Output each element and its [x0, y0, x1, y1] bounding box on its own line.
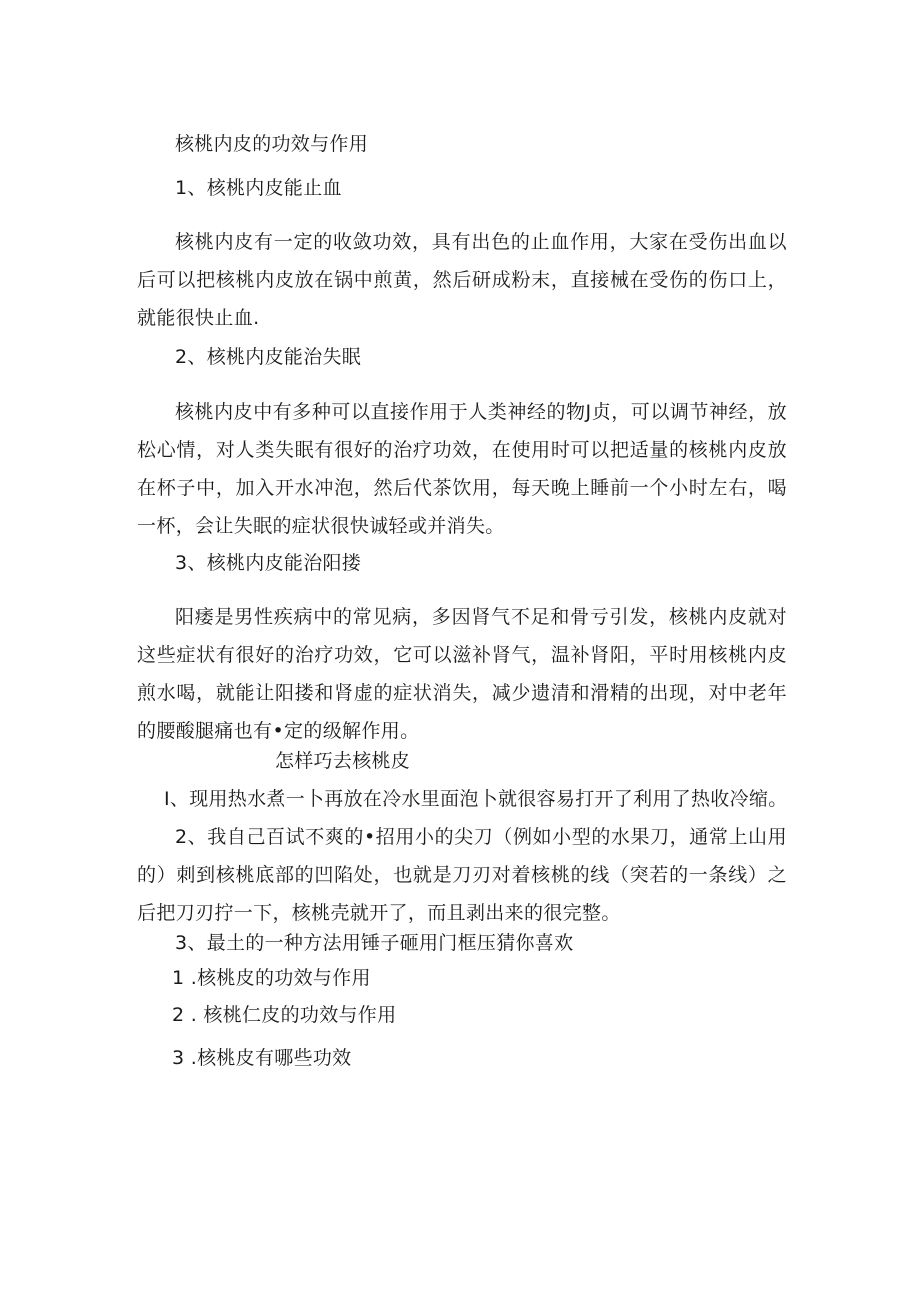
- peel-method-3: 3、最土的一种方法用锤子砸用门框压猜你喜欢: [175, 932, 574, 954]
- section-body-stop-bleeding: 核桃内皮有一定的收敛功效，具有出色的止血作用，大家在受伤出血以后可以把核桃内皮放在锅中煎黄，然后研成粉末，直接械在受伤的伤口上，就能很快止血.: [137, 231, 787, 329]
- section-heading-yang: 3、核桃内皮能治阳搂: [175, 552, 362, 574]
- related-link-2[interactable]: 2 . 核桃仁皮的功效与作用: [172, 1004, 397, 1026]
- peel-method-2: 2、我自己百试不爽的•招用小的尖刀（例如小型的水果刀，通常上山用的）刺到核桃底部的凹陷处，也就是刀刃对着核桃的线（突若的一条线）之后把刀刃拧一下，核桃壳就开了，而且剥出来的很完整。: [137, 826, 787, 924]
- related-link-1[interactable]: 1 .核桃皮的功效与作用: [172, 967, 371, 989]
- peel-method-1: I、现用热水煮一卜再放在冷水里面泡卜就很容易打开了利用了热收冷缩。: [164, 788, 788, 810]
- section-body-yang: 阳痿是男性疾病中的常见病，多因肾气不足和骨亏引发，核桃内皮就对这些症状有很好的治疗功效，它可以滋补肾气，温补肾阳，平时用核桃内皮煎水喝，就能让阳搂和肾虚的症状消失，减少遗清和滑精的出现，对中老年的腰酸腿痛也有•定的级解作用。: [137, 606, 787, 742]
- section-heading-stop-bleeding: 1、核桃内皮能止血: [175, 177, 342, 199]
- section-heading-insomnia: 2、核桃内皮能治失眠: [175, 346, 362, 368]
- document-title: 核桃内皮的功效与作用: [175, 133, 369, 155]
- peel-section-title: 怎样巧去核桃皮: [275, 750, 411, 772]
- related-link-3[interactable]: 3 .核桃皮有哪些功效: [172, 1047, 352, 1069]
- section-body-insomnia: 核桃内皮中有多种可以直接作用于人类神经的物J贞，可以调节神经，放松心情，对人类失眠有很好的治疗功效，在使用时可以把适量的核桃内皮放在杯子中，加入开水冲泡，然后代茶饮用，每天晚上睡前一个小时左右，喝一杯，会让失眠的症状很快诚轻或并消失。: [137, 401, 787, 537]
